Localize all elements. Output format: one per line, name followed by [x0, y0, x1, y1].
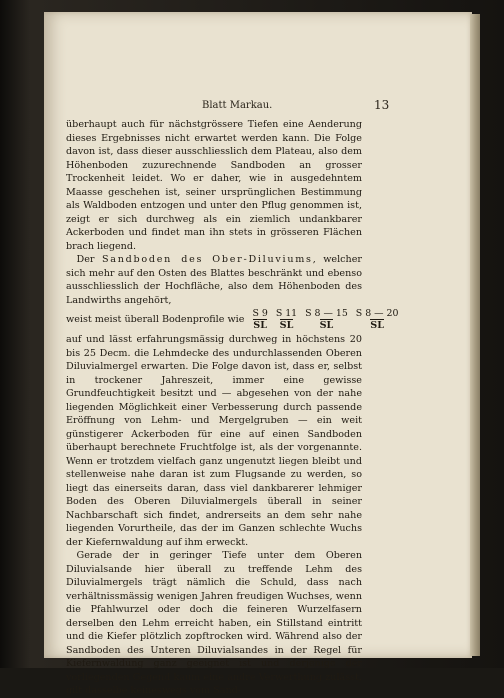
paragraph-3: Gerade der in geringer Tiefe unter dem Oberen Diluvialsande hier überall zu treffende Lehm des Diluvialmergels trägt nämlich die Schuld, dass nach verhältnissmässig wenigen Jahren freudigen Wuchses, wenn die Pfahlwurzel oder doch die feineren Wurzelfasern derselben den Lehm erreicht haben, ein Stillstand eintritt und die Kiefer plötzlich zopftrocken wird. Während also der Sandboden des Unteren Diluvialsandes in der Regel für Kiefernwaldung ganz geeignet ist und derjenige der vorliegenden Gegend kaum eine andre Verwerthung zulässt, gilt dasselbe keineswegs vom Sand- [66, 550, 362, 696]
profile-fraction [276, 309, 297, 331]
running-title: Blatt Markau. [202, 100, 273, 111]
soil-profile-formula [248, 309, 402, 331]
profile-numerator: S 8 — 15 [305, 308, 348, 319]
page-edge [470, 14, 480, 656]
paragraph-2-intro [66, 253, 362, 307]
profile-denominator: SL [253, 320, 267, 331]
profile-fraction [356, 309, 399, 331]
profile-denominator: SL [319, 320, 334, 331]
paragraph-2-lead: Der [76, 254, 102, 265]
body-text [66, 118, 399, 698]
profile-denominator: SL [279, 320, 294, 331]
profile-fraction [305, 309, 348, 331]
profile-numerator: S 9 [252, 308, 268, 319]
profile-numerator: S 11 [275, 308, 298, 319]
paragraph-2-spaced-term: Sandboden des Ober-Diluviums [101, 254, 313, 265]
paragraph-2-continuation: auf und lässt erfahrungsmässig durchweg in höchstens 20 bis 25 Decm. die Lehmdecke des undurchlassenden Oberen Diluvialmergel erwarten. Die Folge davon ist, dass er, selbst in trockener Jahreszeit, immer eine gewisse Grundfeuchtigkeit besitzt und — abgesehen von der nahe liegenden Möglichkeit einer Verbesserung durch passende Eröffnung von Lehm- und Mergelgruben — ein weit günstigerer Ackerboden für eine auf einen Sandboden überhaupt berechnete Fruchtfolge ist, als der vorgenannte. Wenn er trotzdem vielfach ganz ungenutzt liegen bleibt und stellenweise nahe daran ist zum Flugsande zu werden, so liegt das einerseits daran, dass viel dankbarerer lehmiger Boden des Oberen Diluvialmergels überall in seiner Nachbarschaft sich findet, andrerseits an dem sehr nahe liegenden Vorurtheile, das der im Ganzen schlechte Wuchs der Kiefernwaldung auf ihm erweckt. [66, 334, 362, 548]
soil-profile-formula-line [66, 307, 399, 333]
profile-fraction [252, 309, 267, 331]
page-header [44, 98, 472, 114]
page-number: 13 [374, 98, 390, 112]
paragraph-2-text: , welcher sich mehr auf den Osten des Blattes beschränkt und ebenso ausschliesslich der Hochfläche, also dem Höhenboden des Landwirths angehört, [66, 254, 362, 306]
profile-numerator: S 8 — 20 [355, 308, 399, 319]
profile-denominator: SL [370, 320, 384, 331]
formula-lead-text: weist meist überall Bodenprofile wie [66, 314, 245, 326]
paragraph-1: überhaupt auch für nächstgrössere Tiefen eine Aenderung dieses Ergebnisses nicht erwartet werden kann. Die Folge davon ist, dass dieser ausschliesslich dem Plateau, also dem Höhenboden zuzurechnende Sandboden an grosser Trockenheit leidet. Wo er daher, wie in ausgedehntem Maasse geschehen ist, seiner ursprünglichen Bestimmung als Waldboden entzogen und unter den Pflug genommen ist, zeigt er sich durchweg als ein ziemlich undankbarer Ackerboden und findet man ihn stets in grösseren Flächen brach liegend. [66, 119, 362, 252]
